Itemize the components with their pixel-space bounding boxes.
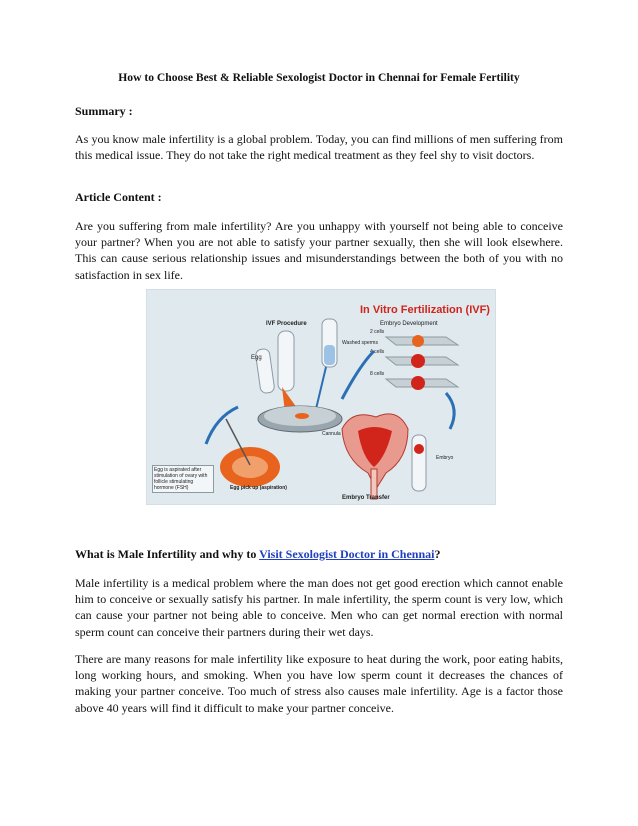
- embryo-development-label: Embryo Development: [380, 321, 438, 327]
- figure-title: In Vitro Fertilization (IVF): [360, 304, 490, 316]
- section-heading-suffix: ?: [434, 547, 441, 561]
- page-title: How to Choose Best & Reliable Sexologist Doctor in Chennai for Female Fertility: [118, 71, 520, 84]
- eight-cells-label: 8 cells: [370, 371, 385, 377]
- four-cells-label: 4 cells: [370, 349, 385, 355]
- article-heading: Article Content :: [75, 190, 162, 204]
- section-heading: [75, 546, 440, 562]
- embryo-transfer-label: Embryo Transfer: [342, 495, 390, 501]
- cannula-label: Cannula: [322, 431, 341, 437]
- section-heading-prefix: What is Male Infertility and why to: [75, 547, 260, 561]
- summary-heading: Summary :: [75, 104, 133, 118]
- egg-pickup-label: Egg pick up (aspiration): [230, 485, 287, 491]
- two-cells-label: 2 cells: [370, 329, 385, 335]
- ivf-diagram: [146, 289, 496, 505]
- petri-dish: [258, 406, 342, 432]
- male-infertility-paragraph: Male infertility is a medical problem where the man does not get good erection which cannot enable him to conceive or sexually satisfy his partner. In male infertility, the sperm count is very low, which can cause your partner not being able to conceive. Men who can get normal erection with normal sperm count can conceive their partners during their wet days.: [75, 576, 563, 639]
- summary-paragraph: As you know male infertility is a global problem. Today, you can find millions of men suffering from this medical issue. They do not take the right medical treatment as they feel shy to visit doctors.: [75, 132, 563, 163]
- ivf-procedure-label: IVF Procedure: [266, 321, 307, 327]
- egg-note: Egg is aspirated after stimulation of ovary with follicle stimulating hormone (FSH): [152, 465, 214, 493]
- washed-sperms-label: Washed sperms: [342, 340, 378, 346]
- cell-stages: [386, 335, 458, 390]
- reasons-paragraph: There are many reasons for male infertility like exposure to heat during the work, poor eating habits, long working hours, and smoking. When you have low sperm count it decreases the chances of making your partner conceive. Too much of stress also causes male infertility. Age is a factor those above 40 years will find it difficult to make your partner conceive.: [75, 652, 563, 715]
- sexologist-doctor-link[interactable]: Visit Sexologist Doctor in Chennai: [259, 547, 435, 561]
- egg-label: Egg: [251, 355, 262, 361]
- embryo-label: Embryo: [436, 455, 454, 461]
- article-paragraph: Are you suffering from male infertility? Are you unhappy with yourself not being able to conceive your partner? When you are not able to satisfy your partner sexually, then she will look elsewhere. This can cause serious relationship issues and misunderstandings between the both of you with no satisfaction in sex life.: [75, 219, 563, 282]
